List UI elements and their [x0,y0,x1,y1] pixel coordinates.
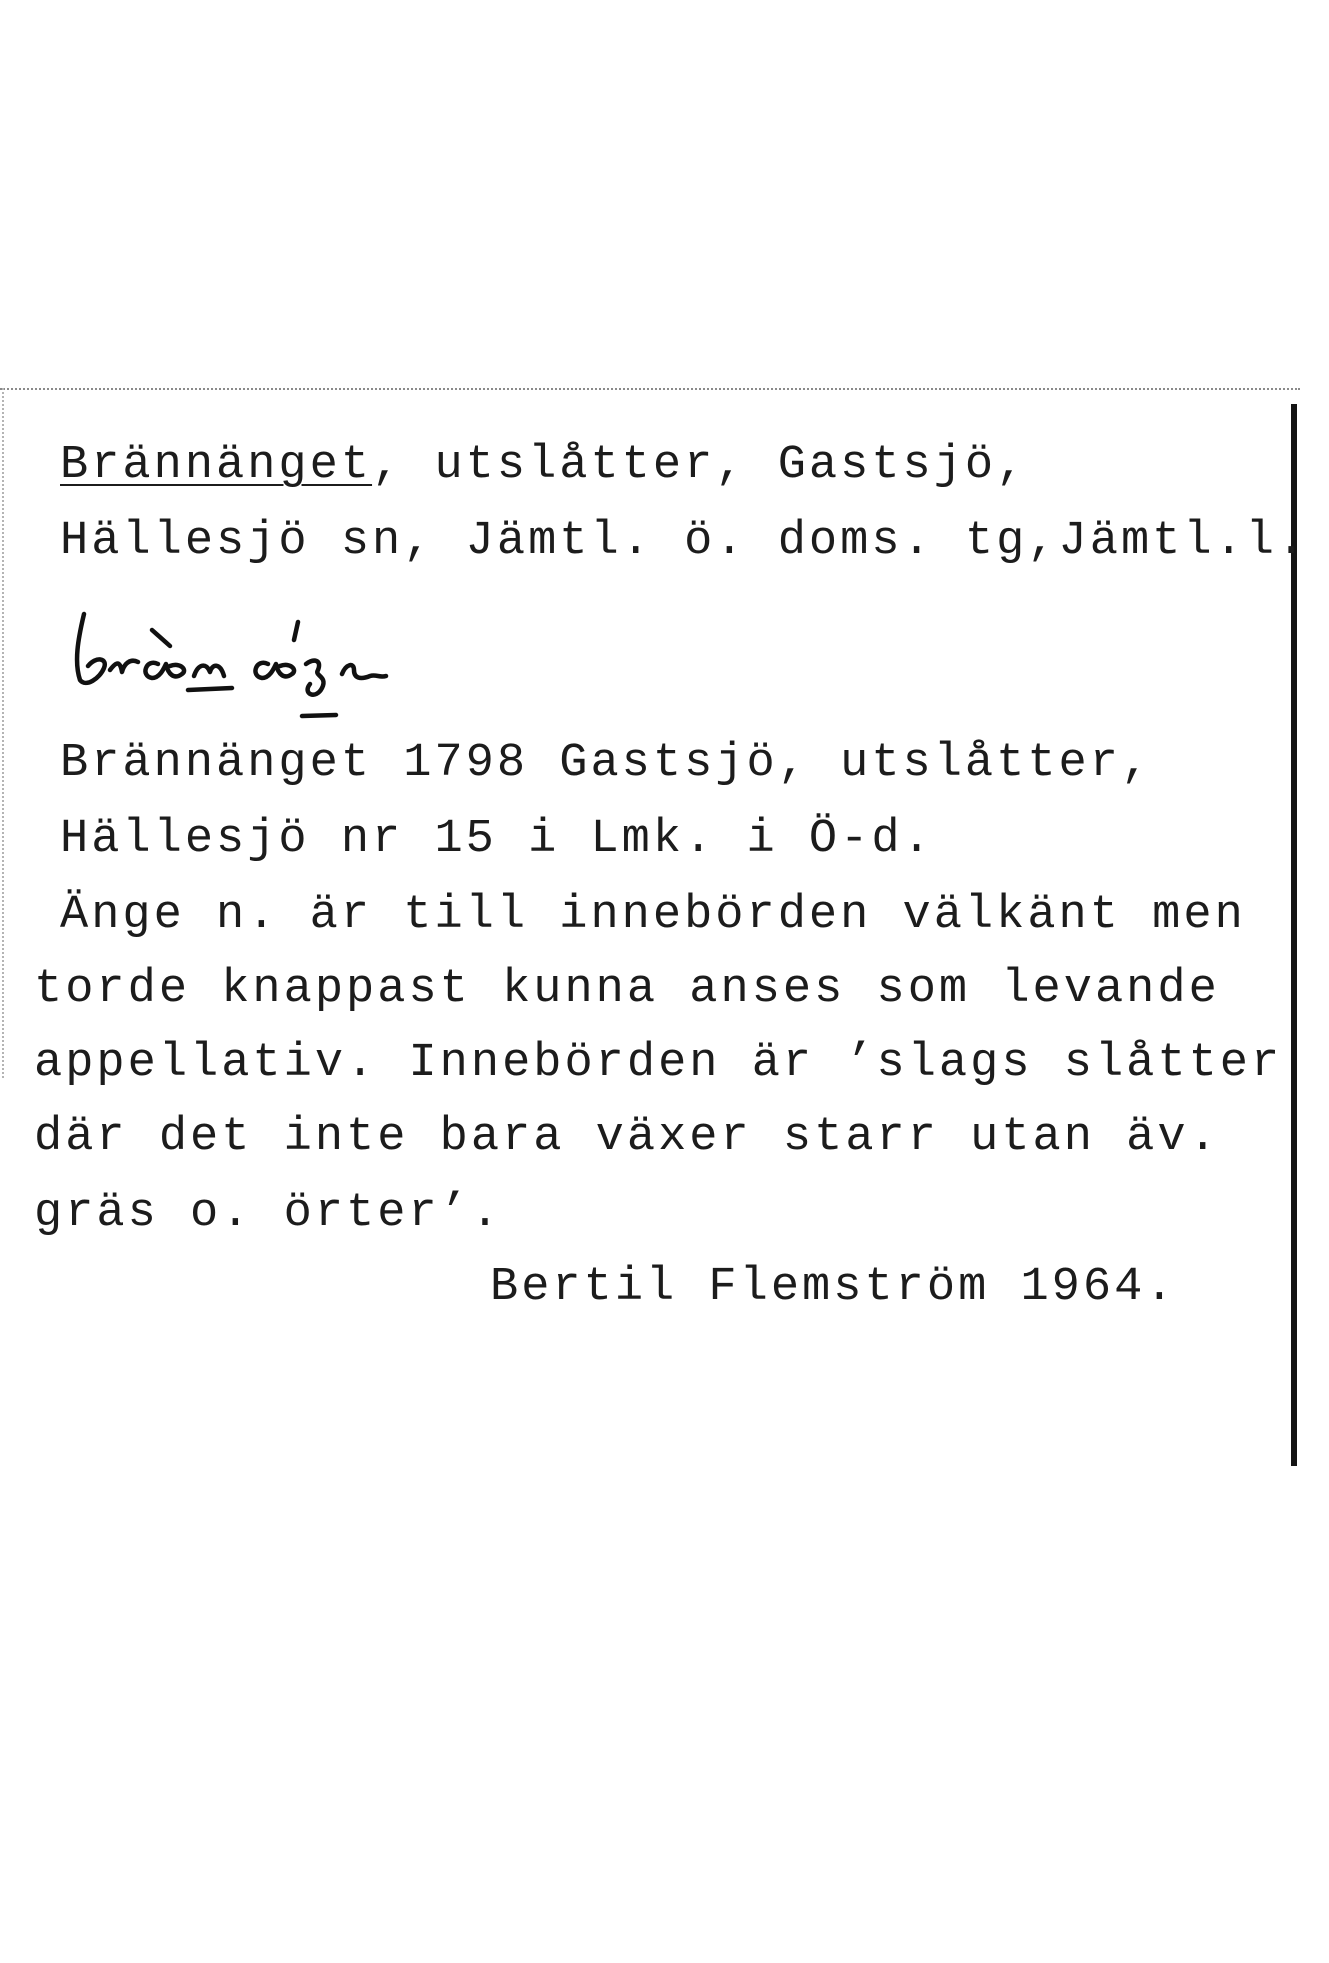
record-card [0,388,1309,1468]
header-line-1 [60,438,1027,494]
headword: Brännänget [60,439,373,492]
card-left-edge [2,388,4,1078]
body-line-4: torde knappast kunna anses som levande [34,963,1220,1016]
body-line-1: Brännänget 1798 Gastsjö, utslåtter, [60,737,1153,790]
body-line-2: Hällesjö nr 15 i Lmk. i Ö-d. [60,813,934,866]
handwritten-pronunciation [70,584,490,724]
body-line-5: appellativ. Innebörden är ’slags slåtter [34,1037,1283,1090]
card-top-edge [0,388,1300,390]
body-line-7: gräs o. örter’. [34,1187,503,1240]
body-line-3: Änge n. är till innebörden välkänt men [60,889,1246,942]
body-line-6: där det inte bara växer starr utan äv. [34,1111,1220,1164]
signature-line: Bertil Flemström 1964. [490,1261,1177,1314]
header-line-2: Hällesjö sn, Jämtl. ö. doms. tg,Jämtl.l. [60,515,1309,568]
header-line-1-rest: , utslåtter, Gastsjö, [372,439,1028,492]
